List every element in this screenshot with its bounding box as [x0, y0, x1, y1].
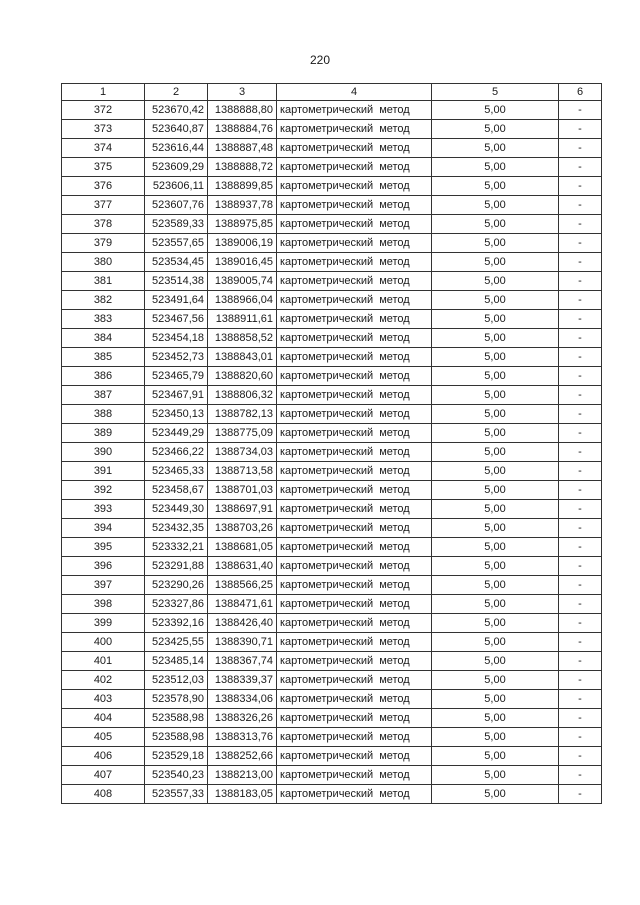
method-cell: картометрический метод	[277, 633, 432, 652]
note-cell: -	[559, 747, 602, 766]
x-coordinate-cell: 523458,67	[145, 481, 208, 500]
x-coordinate-cell: 523609,29	[145, 158, 208, 177]
point-number-cell: 376	[62, 177, 145, 196]
note-cell: -	[559, 386, 602, 405]
method-cell: картометрический метод	[277, 690, 432, 709]
table-row	[62, 291, 602, 310]
note-cell: -	[559, 177, 602, 196]
method-cell: картометрический метод	[277, 158, 432, 177]
y-coordinate-cell: 1388426,40	[208, 614, 277, 633]
point-number-cell: 389	[62, 424, 145, 443]
table-row	[62, 101, 602, 120]
method-cell: картометрический метод	[277, 310, 432, 329]
method-cell: картометрический метод	[277, 652, 432, 671]
table-row	[62, 367, 602, 386]
method-cell: картометрический метод	[277, 576, 432, 595]
point-number-cell: 393	[62, 500, 145, 519]
column-header: 2	[145, 84, 208, 101]
method-cell: картометрический метод	[277, 557, 432, 576]
accuracy-cell: 5,00	[432, 158, 559, 177]
y-coordinate-cell: 1388782,13	[208, 405, 277, 424]
note-cell: -	[559, 652, 602, 671]
point-number-cell: 399	[62, 614, 145, 633]
column-header: 6	[559, 84, 602, 101]
x-coordinate-cell: 523449,29	[145, 424, 208, 443]
y-coordinate-cell: 1388390,71	[208, 633, 277, 652]
y-coordinate-cell: 1388820,60	[208, 367, 277, 386]
column-header: 5	[432, 84, 559, 101]
y-coordinate-cell: 1388213,00	[208, 766, 277, 785]
point-number-cell: 380	[62, 253, 145, 272]
point-number-cell: 377	[62, 196, 145, 215]
method-cell: картометрический метод	[277, 348, 432, 367]
table-row	[62, 519, 602, 538]
header-row	[62, 84, 602, 101]
y-coordinate-cell: 1388701,03	[208, 481, 277, 500]
point-number-cell: 406	[62, 747, 145, 766]
point-number-cell: 394	[62, 519, 145, 538]
table-row	[62, 215, 602, 234]
point-number-cell: 388	[62, 405, 145, 424]
method-cell: картометрический метод	[277, 120, 432, 139]
x-coordinate-cell: 523529,18	[145, 747, 208, 766]
note-cell: -	[559, 766, 602, 785]
point-number-cell: 391	[62, 462, 145, 481]
point-number-cell: 396	[62, 557, 145, 576]
y-coordinate-cell: 1388313,76	[208, 728, 277, 747]
x-coordinate-cell: 523606,11	[145, 177, 208, 196]
note-cell: -	[559, 101, 602, 120]
point-number-cell: 390	[62, 443, 145, 462]
method-cell: картометрический метод	[277, 139, 432, 158]
x-coordinate-cell: 523589,33	[145, 215, 208, 234]
accuracy-cell: 5,00	[432, 481, 559, 500]
x-coordinate-cell: 523449,30	[145, 500, 208, 519]
point-number-cell: 382	[62, 291, 145, 310]
note-cell: -	[559, 367, 602, 386]
note-cell: -	[559, 557, 602, 576]
accuracy-cell: 5,00	[432, 234, 559, 253]
x-coordinate-cell: 523425,55	[145, 633, 208, 652]
table-row	[62, 747, 602, 766]
point-number-cell: 402	[62, 671, 145, 690]
column-header: 3	[208, 84, 277, 101]
accuracy-cell: 5,00	[432, 709, 559, 728]
table-row	[62, 481, 602, 500]
note-cell: -	[559, 481, 602, 500]
accuracy-cell: 5,00	[432, 633, 559, 652]
note-cell: -	[559, 253, 602, 272]
note-cell: -	[559, 614, 602, 633]
note-cell: -	[559, 443, 602, 462]
method-cell: картометрический метод	[277, 101, 432, 120]
accuracy-cell: 5,00	[432, 576, 559, 595]
method-cell: картометрический метод	[277, 614, 432, 633]
x-coordinate-cell: 523578,90	[145, 690, 208, 709]
method-cell: картометрический метод	[277, 329, 432, 348]
table-row	[62, 272, 602, 291]
point-number-cell: 400	[62, 633, 145, 652]
accuracy-cell: 5,00	[432, 253, 559, 272]
note-cell: -	[559, 158, 602, 177]
table-body	[62, 101, 602, 804]
accuracy-cell: 5,00	[432, 367, 559, 386]
column-header: 1	[62, 84, 145, 101]
page-number: 220	[309, 53, 331, 67]
note-cell: -	[559, 405, 602, 424]
point-number-cell: 381	[62, 272, 145, 291]
x-coordinate-cell: 523291,88	[145, 557, 208, 576]
y-coordinate-cell: 1388899,85	[208, 177, 277, 196]
table-row	[62, 595, 602, 614]
point-number-cell: 387	[62, 386, 145, 405]
table-row	[62, 500, 602, 519]
y-coordinate-cell: 1388966,04	[208, 291, 277, 310]
table-row	[62, 386, 602, 405]
x-coordinate-cell: 523540,23	[145, 766, 208, 785]
accuracy-cell: 5,00	[432, 177, 559, 196]
x-coordinate-cell: 523467,56	[145, 310, 208, 329]
note-cell: -	[559, 519, 602, 538]
accuracy-cell: 5,00	[432, 500, 559, 519]
point-number-cell: 378	[62, 215, 145, 234]
point-number-cell: 374	[62, 139, 145, 158]
x-coordinate-cell: 523491,64	[145, 291, 208, 310]
x-coordinate-cell: 523290,26	[145, 576, 208, 595]
table-row	[62, 329, 602, 348]
note-cell: -	[559, 538, 602, 557]
method-cell: картометрический метод	[277, 500, 432, 519]
note-cell: -	[559, 348, 602, 367]
table-row	[62, 424, 602, 443]
point-number-cell: 405	[62, 728, 145, 747]
x-coordinate-cell: 523514,38	[145, 272, 208, 291]
method-cell: картометрический метод	[277, 519, 432, 538]
accuracy-cell: 5,00	[432, 443, 559, 462]
y-coordinate-cell: 1388937,78	[208, 196, 277, 215]
note-cell: -	[559, 576, 602, 595]
x-coordinate-cell: 523512,03	[145, 671, 208, 690]
point-number-cell: 401	[62, 652, 145, 671]
x-coordinate-cell: 523466,22	[145, 443, 208, 462]
table-row	[62, 557, 602, 576]
point-number-cell: 395	[62, 538, 145, 557]
accuracy-cell: 5,00	[432, 690, 559, 709]
point-number-cell: 398	[62, 595, 145, 614]
accuracy-cell: 5,00	[432, 272, 559, 291]
point-number-cell: 392	[62, 481, 145, 500]
y-coordinate-cell: 1388631,40	[208, 557, 277, 576]
accuracy-cell: 5,00	[432, 652, 559, 671]
method-cell: картометрический метод	[277, 234, 432, 253]
y-coordinate-cell: 1388888,72	[208, 158, 277, 177]
note-cell: -	[559, 500, 602, 519]
accuracy-cell: 5,00	[432, 386, 559, 405]
accuracy-cell: 5,00	[432, 595, 559, 614]
coordinates-table	[61, 83, 602, 804]
point-number-cell: 386	[62, 367, 145, 386]
note-cell: -	[559, 234, 602, 253]
note-cell: -	[559, 633, 602, 652]
method-cell: картометрический метод	[277, 728, 432, 747]
table-row	[62, 158, 602, 177]
y-coordinate-cell: 1389005,74	[208, 272, 277, 291]
table-row	[62, 709, 602, 728]
x-coordinate-cell: 523588,98	[145, 709, 208, 728]
x-coordinate-cell: 523450,13	[145, 405, 208, 424]
method-cell: картометрический метод	[277, 386, 432, 405]
method-cell: картометрический метод	[277, 215, 432, 234]
point-number-cell: 384	[62, 329, 145, 348]
table-header	[62, 84, 602, 101]
accuracy-cell: 5,00	[432, 424, 559, 443]
point-number-cell: 397	[62, 576, 145, 595]
table-row	[62, 348, 602, 367]
note-cell: -	[559, 120, 602, 139]
x-coordinate-cell: 523332,21	[145, 538, 208, 557]
accuracy-cell: 5,00	[432, 462, 559, 481]
accuracy-cell: 5,00	[432, 785, 559, 804]
y-coordinate-cell: 1388775,09	[208, 424, 277, 443]
method-cell: картометрический метод	[277, 785, 432, 804]
method-cell: картометрический метод	[277, 272, 432, 291]
table-row	[62, 139, 602, 158]
accuracy-cell: 5,00	[432, 557, 559, 576]
y-coordinate-cell: 1388858,52	[208, 329, 277, 348]
x-coordinate-cell: 523485,14	[145, 652, 208, 671]
y-coordinate-cell: 1388183,05	[208, 785, 277, 804]
note-cell: -	[559, 462, 602, 481]
table-row	[62, 652, 602, 671]
table-row	[62, 671, 602, 690]
y-coordinate-cell: 1388806,32	[208, 386, 277, 405]
table-row	[62, 614, 602, 633]
y-coordinate-cell: 1388681,05	[208, 538, 277, 557]
note-cell: -	[559, 709, 602, 728]
y-coordinate-cell: 1389006,19	[208, 234, 277, 253]
column-header: 4	[277, 84, 432, 101]
method-cell: картометрический метод	[277, 709, 432, 728]
point-number-cell: 408	[62, 785, 145, 804]
method-cell: картометрический метод	[277, 671, 432, 690]
y-coordinate-cell: 1388703,26	[208, 519, 277, 538]
y-coordinate-cell: 1388326,26	[208, 709, 277, 728]
table-row	[62, 462, 602, 481]
y-coordinate-cell: 1388339,37	[208, 671, 277, 690]
table-row	[62, 120, 602, 139]
method-cell: картометрический метод	[277, 747, 432, 766]
accuracy-cell: 5,00	[432, 215, 559, 234]
x-coordinate-cell: 523327,86	[145, 595, 208, 614]
accuracy-cell: 5,00	[432, 538, 559, 557]
point-number-cell: 403	[62, 690, 145, 709]
method-cell: картометрический метод	[277, 177, 432, 196]
table-row	[62, 766, 602, 785]
y-coordinate-cell: 1389016,45	[208, 253, 277, 272]
y-coordinate-cell: 1388843,01	[208, 348, 277, 367]
x-coordinate-cell: 523640,87	[145, 120, 208, 139]
note-cell: -	[559, 671, 602, 690]
method-cell: картометрический метод	[277, 766, 432, 785]
method-cell: картометрический метод	[277, 405, 432, 424]
accuracy-cell: 5,00	[432, 348, 559, 367]
accuracy-cell: 5,00	[432, 405, 559, 424]
note-cell: -	[559, 424, 602, 443]
table-row	[62, 785, 602, 804]
y-coordinate-cell: 1388697,91	[208, 500, 277, 519]
x-coordinate-cell: 523467,91	[145, 386, 208, 405]
table-row	[62, 177, 602, 196]
x-coordinate-cell: 523465,33	[145, 462, 208, 481]
table-row	[62, 310, 602, 329]
x-coordinate-cell: 523607,76	[145, 196, 208, 215]
y-coordinate-cell: 1388713,58	[208, 462, 277, 481]
y-coordinate-cell: 1388252,66	[208, 747, 277, 766]
method-cell: картометрический метод	[277, 291, 432, 310]
accuracy-cell: 5,00	[432, 310, 559, 329]
note-cell: -	[559, 196, 602, 215]
y-coordinate-cell: 1388734,03	[208, 443, 277, 462]
method-cell: картометрический метод	[277, 253, 432, 272]
accuracy-cell: 5,00	[432, 101, 559, 120]
method-cell: картометрический метод	[277, 443, 432, 462]
method-cell: картометрический метод	[277, 462, 432, 481]
note-cell: -	[559, 329, 602, 348]
accuracy-cell: 5,00	[432, 614, 559, 633]
y-coordinate-cell: 1388887,48	[208, 139, 277, 158]
y-coordinate-cell: 1388367,74	[208, 652, 277, 671]
y-coordinate-cell: 1388334,06	[208, 690, 277, 709]
x-coordinate-cell: 523534,45	[145, 253, 208, 272]
point-number-cell: 375	[62, 158, 145, 177]
x-coordinate-cell: 523452,73	[145, 348, 208, 367]
method-cell: картометрический метод	[277, 367, 432, 386]
note-cell: -	[559, 291, 602, 310]
note-cell: -	[559, 595, 602, 614]
x-coordinate-cell: 523432,35	[145, 519, 208, 538]
method-cell: картометрический метод	[277, 424, 432, 443]
x-coordinate-cell: 523557,33	[145, 785, 208, 804]
accuracy-cell: 5,00	[432, 766, 559, 785]
table-row	[62, 253, 602, 272]
table-row	[62, 538, 602, 557]
table-row	[62, 633, 602, 652]
x-coordinate-cell: 523588,98	[145, 728, 208, 747]
x-coordinate-cell: 523557,65	[145, 234, 208, 253]
y-coordinate-cell: 1388888,80	[208, 101, 277, 120]
note-cell: -	[559, 785, 602, 804]
accuracy-cell: 5,00	[432, 139, 559, 158]
point-number-cell: 379	[62, 234, 145, 253]
note-cell: -	[559, 139, 602, 158]
table-row	[62, 728, 602, 747]
note-cell: -	[559, 272, 602, 291]
table-row	[62, 234, 602, 253]
accuracy-cell: 5,00	[432, 329, 559, 348]
note-cell: -	[559, 215, 602, 234]
point-number-cell: 383	[62, 310, 145, 329]
accuracy-cell: 5,00	[432, 196, 559, 215]
accuracy-cell: 5,00	[432, 728, 559, 747]
table-row	[62, 405, 602, 424]
accuracy-cell: 5,00	[432, 671, 559, 690]
y-coordinate-cell: 1388884,76	[208, 120, 277, 139]
table-row	[62, 690, 602, 709]
y-coordinate-cell: 1388566,25	[208, 576, 277, 595]
table-row	[62, 576, 602, 595]
method-cell: картометрический метод	[277, 538, 432, 557]
accuracy-cell: 5,00	[432, 291, 559, 310]
method-cell: картометрический метод	[277, 595, 432, 614]
point-number-cell: 404	[62, 709, 145, 728]
x-coordinate-cell: 523670,42	[145, 101, 208, 120]
table-row	[62, 196, 602, 215]
accuracy-cell: 5,00	[432, 120, 559, 139]
y-coordinate-cell: 1388911,61	[208, 310, 277, 329]
x-coordinate-cell: 523392,16	[145, 614, 208, 633]
method-cell: картометрический метод	[277, 196, 432, 215]
method-cell: картометрический метод	[277, 481, 432, 500]
x-coordinate-cell: 523465,79	[145, 367, 208, 386]
note-cell: -	[559, 690, 602, 709]
point-number-cell: 407	[62, 766, 145, 785]
point-number-cell: 385	[62, 348, 145, 367]
table-row	[62, 443, 602, 462]
x-coordinate-cell: 523616,44	[145, 139, 208, 158]
point-number-cell: 372	[62, 101, 145, 120]
accuracy-cell: 5,00	[432, 747, 559, 766]
point-number-cell: 373	[62, 120, 145, 139]
y-coordinate-cell: 1388975,85	[208, 215, 277, 234]
note-cell: -	[559, 310, 602, 329]
accuracy-cell: 5,00	[432, 519, 559, 538]
x-coordinate-cell: 523454,18	[145, 329, 208, 348]
y-coordinate-cell: 1388471,61	[208, 595, 277, 614]
note-cell: -	[559, 728, 602, 747]
